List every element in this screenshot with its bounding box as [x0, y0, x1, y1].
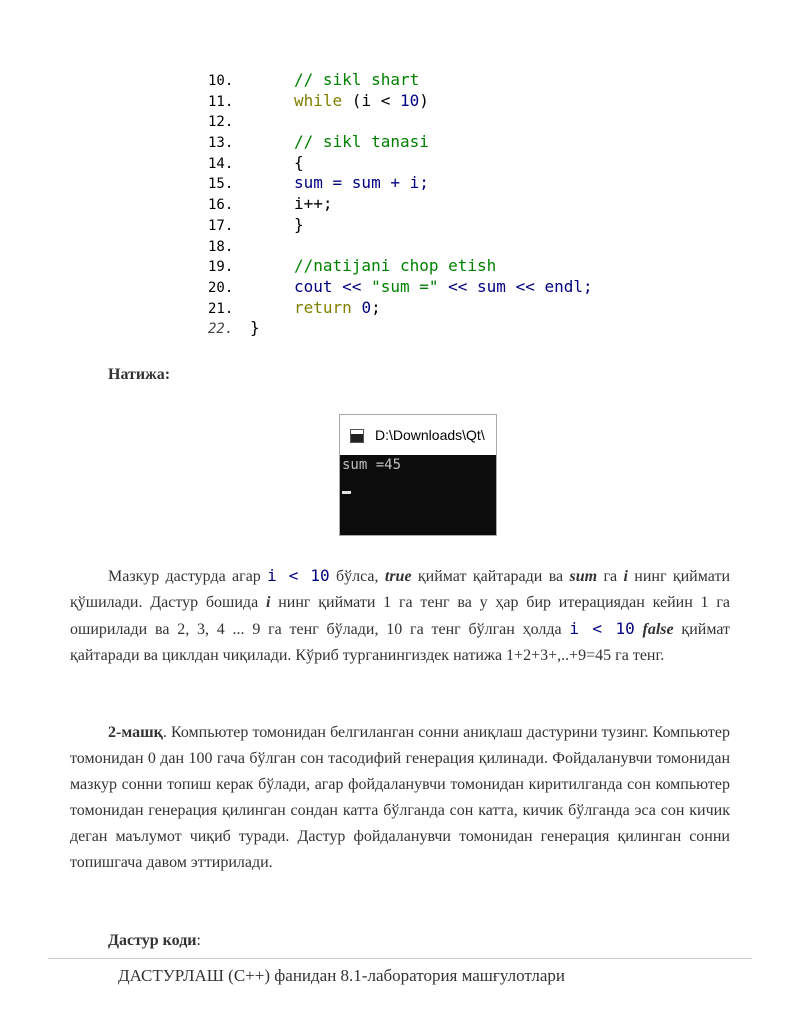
- code-line: [208, 194, 333, 215]
- code-line: [208, 90, 429, 112]
- inline-code: i < 10: [267, 566, 330, 585]
- code-text: {: [294, 152, 304, 172]
- code-text: }: [250, 318, 260, 338]
- code-statement: [294, 277, 593, 298]
- code-text: ): [419, 90, 429, 110]
- line-number: 19.: [208, 259, 234, 276]
- code-listing: [208, 70, 593, 339]
- line-number: 21.: [208, 300, 234, 317]
- line-number: 10.: [208, 73, 234, 89]
- code-statement: [294, 298, 381, 319]
- line-number: 14.: [208, 155, 234, 172]
- code-statement: [294, 91, 429, 112]
- code-line: [208, 318, 260, 339]
- console-cursor: [342, 491, 351, 494]
- code-comment: // sikl shart: [294, 70, 420, 89]
- para-text: га: [597, 568, 624, 585]
- code-keyword: while: [294, 90, 343, 110]
- code-line: [208, 70, 420, 91]
- result-heading: Натижа:: [108, 366, 171, 383]
- page-footer: ДАСТУРЛАШ (С++) фанидан 8.1-лаборатория машғулотлари: [118, 966, 566, 985]
- line-number: 15.: [208, 176, 234, 193]
- inline-variable-i: i: [623, 568, 628, 585]
- code-text: << endl;: [505, 276, 593, 296]
- console-title-bar: [340, 415, 496, 455]
- exercise-text: . Компьютер томонидан белгиланган сонни аниқлаш дастурини тузинг. Компьютер томонидан 0 дан 100 гача бўлган сон тасодифий генерация қилинади. Фойдаланувчи томонидан мазкур сонни топиш керак бўлади, агар фойдаланувчи томонидан киритилганда сон компьютер томонидан генерация қилинган сондан катта бўлганда сон катта, кичик бўлганда эса сон кичик деган маълумот чиқиб туради. Дастур фойдаланувчи томонидан генерация қилинган сонни топишгача давом эттирилади.: [70, 724, 730, 871]
- para-text: нинг қиймати 1 га тенг ва у ҳар бир итерациядан кейин 1 га оширилади ва 2, 3, 4 ... 9 га тенг бўлади, 10 га тенг бўлган ҳолда: [70, 594, 731, 638]
- console-body: [340, 455, 496, 536]
- line-number: 18.: [208, 238, 234, 255]
- code-text: ;: [371, 297, 381, 317]
- para-text: [635, 621, 643, 638]
- line-number: 13.: [208, 135, 234, 152]
- exercise-heading: 2-машқ: [108, 724, 163, 741]
- code-line: [208, 236, 248, 257]
- inline-code: i < 10: [569, 619, 635, 638]
- inline-variable-sum: sum: [569, 568, 598, 585]
- code-comment: // sikl tanasi: [294, 132, 429, 152]
- code-section-heading: [108, 932, 201, 950]
- code-text: i++;: [294, 194, 333, 214]
- para-text: бўлса,: [329, 568, 385, 585]
- code-line: [208, 152, 304, 174]
- code-comment: //natijani chop etish: [294, 256, 497, 276]
- inline-keyword-true: true: [384, 568, 412, 585]
- code-line: [208, 132, 429, 153]
- line-number: 20.: [208, 279, 234, 296]
- code-line: [208, 256, 497, 277]
- code-text: }: [294, 214, 304, 234]
- console-window-screenshot: [339, 414, 497, 536]
- code-text: <<: [438, 276, 478, 296]
- line-number: 11.: [208, 93, 234, 110]
- line-number: 22.: [208, 321, 234, 338]
- footer-divider: [48, 958, 752, 959]
- code-line: [208, 276, 593, 298]
- console-title-path: D:\Downloads\Qt\: [375, 427, 485, 443]
- para-text: нинг қиймати қўшилади. Дастур бошида: [70, 568, 731, 611]
- code-string: "sum =": [371, 276, 439, 296]
- code-line: [208, 173, 429, 194]
- code-keyword: return: [294, 297, 352, 317]
- console-app-icon: [350, 429, 364, 443]
- code-text: (i <: [342, 90, 400, 110]
- inline-keyword-false: false: [642, 621, 674, 638]
- code-heading-colon: :: [196, 932, 201, 949]
- para-text: қиймат қайтаради ва циклдан чиқилади. Кўриб турганингиздек натижа 1+2+3+,..+9=45 га тенг.: [70, 621, 731, 664]
- code-text: cout <<: [294, 276, 372, 296]
- para-text: Мазкур дастурда агар: [108, 568, 268, 585]
- inline-variable-i: i: [265, 594, 271, 611]
- line-number: 12.: [208, 114, 234, 131]
- code-number: 0: [361, 297, 372, 317]
- line-number: 16.: [208, 197, 234, 214]
- line-number: 17.: [208, 217, 234, 234]
- code-identifier: sum: [477, 276, 506, 296]
- code-number: 10: [399, 90, 420, 110]
- code-line: [208, 111, 248, 132]
- console-output: sum =45: [342, 457, 402, 473]
- code-heading-text: Дастур коди: [108, 932, 197, 949]
- exercise-paragraph: [70, 720, 730, 876]
- code-line: [208, 214, 304, 236]
- para-text: қиймат қайтаради ва: [411, 568, 570, 585]
- code-line: [208, 297, 381, 319]
- code-text: sum = sum + i;: [294, 173, 429, 193]
- explanation-paragraph: [70, 563, 730, 669]
- code-text: [352, 298, 362, 317]
